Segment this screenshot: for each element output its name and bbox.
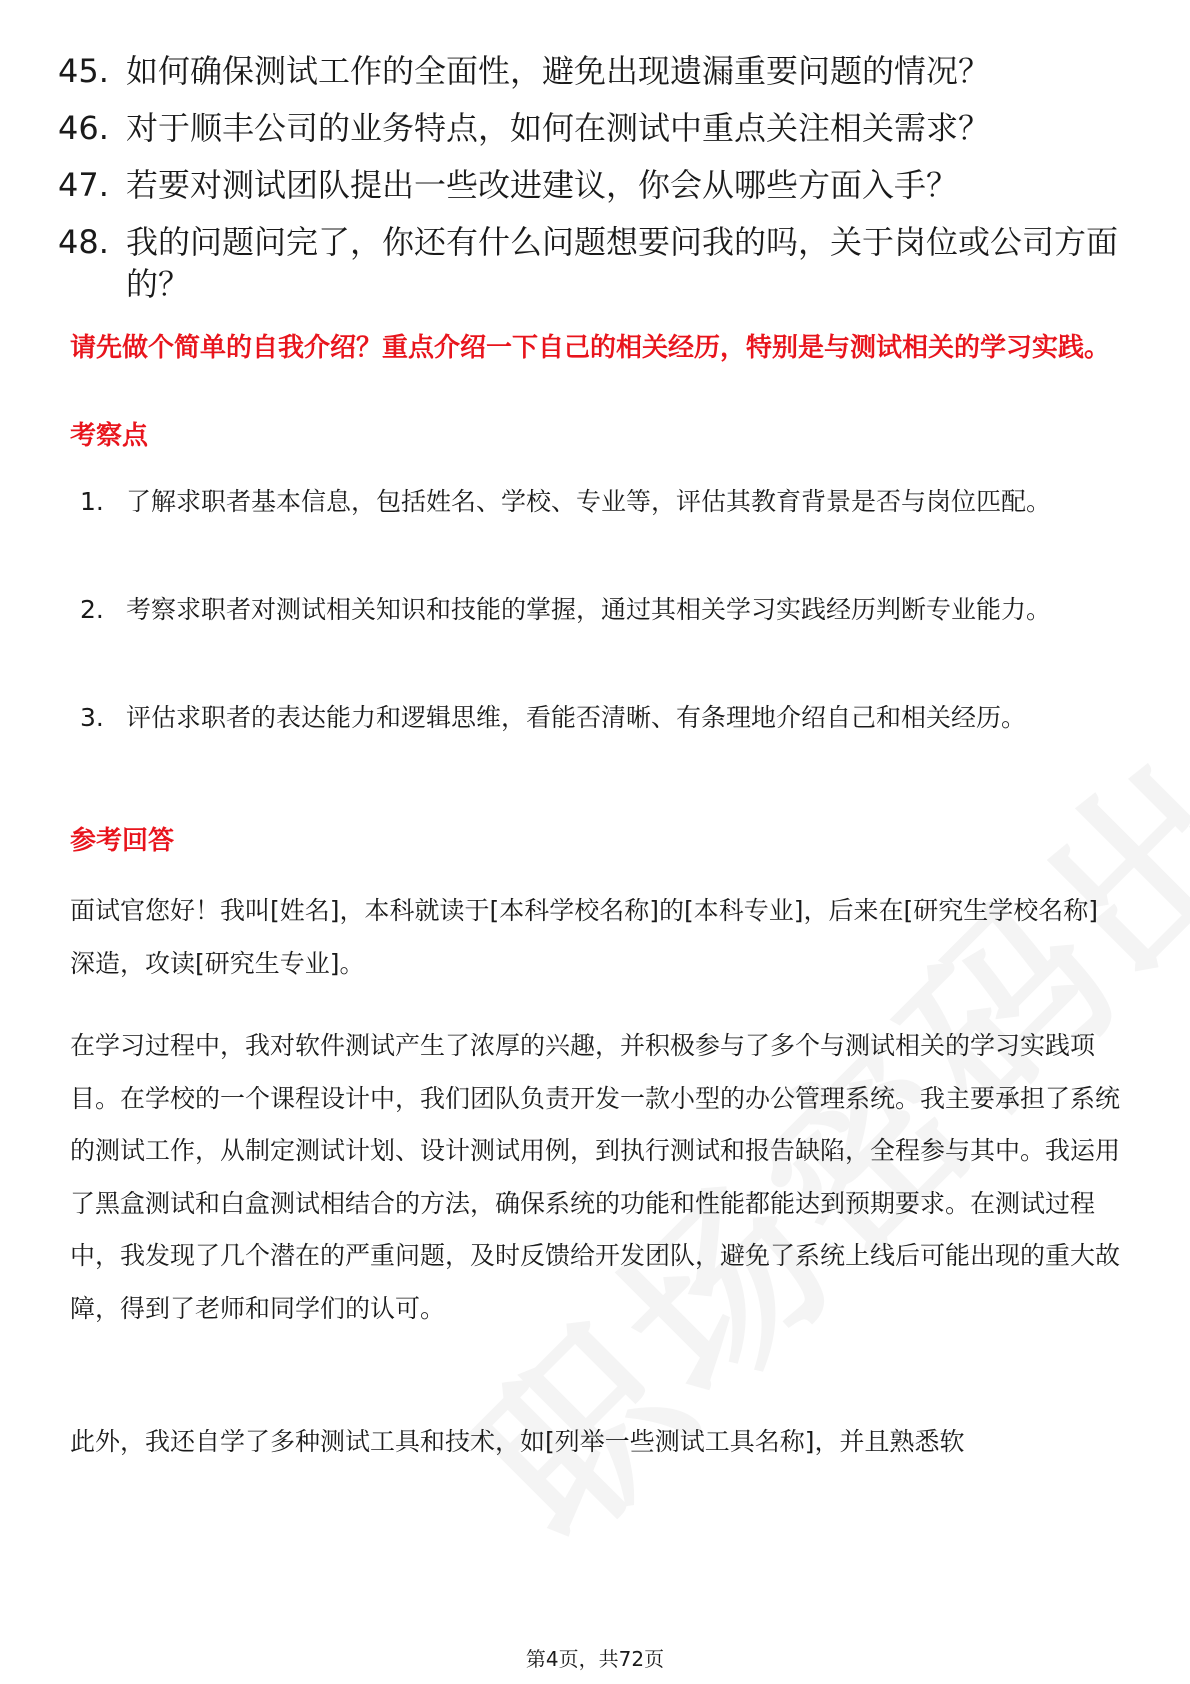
question-text: 若要对测试团队提出一些改进建议，你会从哪些方面入手？ xyxy=(126,166,959,204)
question-item-47 xyxy=(58,164,1118,206)
page-footer: 第4页，共72页 xyxy=(525,1647,665,1671)
examine-point-2 xyxy=(80,584,1120,636)
reference-answer-heading: 参考回答 xyxy=(70,826,175,856)
point-number: 1. xyxy=(80,487,104,516)
point-number: 3. xyxy=(80,703,104,732)
question-number: 48. xyxy=(58,223,109,261)
point-text: 考察求职者对测试相关知识和技能的掌握，通过其相关学习实践经历判断专业能力。 xyxy=(126,595,1052,624)
answer-paragraph-1: 面试官您好！我叫[姓名]，本科就读于[本科学校名称]的[本科专业]，后来在[研究生学校名称]深造，攻读[研究生专业]。 xyxy=(70,896,1099,978)
answer-paragraph-2: 在学习过程中，我对软件测试产生了浓厚的兴趣，并积极参与了多个与测试相关的学习实践项目。在学校的一个课程设计中，我们团队负责开发一款小型的办公管理系统。我主要承担了系统的测试工作，从制定测试计划、设计测试用例，到执行测试和报告缺陷，全程参与其中。我运用了黑盒测试和白盒测试相结合的方法，确保系统的功能和性能都能达到预期要求。在测试过程中，我发现了几个潜在的严重问题，及时反馈给开发团队，避免了系统上线后可能出现的重大故障，得到了老师和同学们的认可。 xyxy=(70,1031,1121,1323)
question-item-48 xyxy=(58,221,1118,305)
point-text: 了解求职者基本信息，包括姓名、学校、专业等，评估其教育背景是否与岗位匹配。 xyxy=(126,487,1052,516)
question-text: 对于顺丰公司的业务特点，如何在测试中重点关注相关需求？ xyxy=(126,109,991,147)
point-text: 评估求职者的表达能力和逻辑思维，看能否清晰、有条理地介绍自己和相关经历。 xyxy=(126,703,1027,732)
question-number: 45. xyxy=(58,52,109,90)
answer-paragraph-3: 此外，我还自学了多种测试工具和技术，如[列举一些测试工具名称]，并且熟悉软 xyxy=(70,1427,965,1456)
question-item-45 xyxy=(58,50,1118,92)
examine-point-3 xyxy=(80,692,1120,744)
question-text: 如何确保测试工作的全面性，避免出现遗漏重要问题的情况？ xyxy=(126,52,991,90)
question-item-46 xyxy=(58,107,1118,149)
point-number: 2. xyxy=(80,595,104,624)
question-number: 47. xyxy=(58,166,109,204)
examine-point-1 xyxy=(80,476,1120,528)
section-title: 请先做个简单的自我介绍？重点介绍一下自己的相关经历，特别是与测试相关的学习实践。 xyxy=(70,333,1111,363)
examine-points-heading: 考察点 xyxy=(70,421,149,451)
question-number: 46. xyxy=(58,109,109,147)
question-text: 我的问题问完了，你还有什么问题想要问我的吗，关于岗位或公司方面的？ xyxy=(126,223,1119,303)
